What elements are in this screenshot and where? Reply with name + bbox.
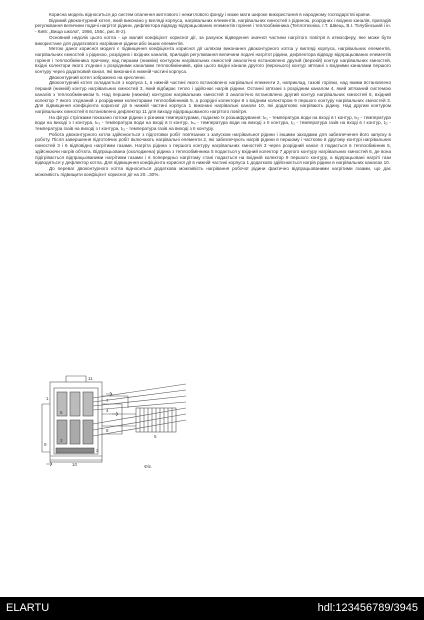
body-text xyxy=(35,12,391,177)
boiler-drawing xyxy=(36,374,312,474)
figure-label: 8 xyxy=(106,428,109,433)
paragraph: Двоконтурний котел зображено на кресленні. xyxy=(49,74,146,80)
paragraph: Основний недолік цього котла - це малий коефіцієнт корисної дії, за рахунок відведення значної частини нагрітого повітря в атмосферу, яке може бути використане для додаткового нагрівання рідини або інших елементів. xyxy=(35,34,391,46)
figure-label: 7 xyxy=(106,398,109,403)
paragraph: Двоконтурний котел складається з корпуса 1, в нижній частині якого встановлено нагрівальні елементи 2, наприклад, газові горілки, над якими встановлено перший (нижній) контур нагрівальних ємностей 3, який відбирає тепло і здійснює нагрів рідини. Останні зв'язані з розрідним каналом 4, який зв'язаний системою каналів з теплообмінником 5. Над першим (нижнім) контуром нагрівальних ємностей 3 аналогічно встановлено другий контур нагрівальних ємностей 6, вхідний колектор 7 якого з'єднаний з розрідними колекторами теплообмінників 5, а розрідні колектори 8 з вхідним колектором 9 першого контуру нагрівальних ємностей 3. Для підвищення коефіцієнта корисної дії в нижній частині корпуса 1 виконані нагрівальні канали 10, які додатково нагрівають рідину. Над другим контуром нагрівальних ємностей 6 встановлено дефлектор 11 для виходу відпрацьованого нагрітого повітря. xyxy=(35,80,391,114)
flow-arrow xyxy=(112,412,118,416)
figure-label: 4 xyxy=(106,408,109,413)
handle-id: hdl:123456789/3945 xyxy=(317,602,418,614)
figure-label: 6 xyxy=(60,410,63,415)
paragraph: До переваг двоконтурного котла відноситься додаткова можливість нагрівання робочої рідини фактично відпрацьованими нагрітими газами, що дає можливість підвищити коефіцієнт корисної дії на 20...30%. xyxy=(35,165,391,177)
upper-tank xyxy=(83,392,93,416)
flow-arrow xyxy=(46,462,52,466)
figure-label: 11 xyxy=(88,376,93,381)
deflector xyxy=(66,376,86,382)
footer-bar xyxy=(0,597,424,620)
paragraph: Робота двоконтурного котла здійснюється з підготовки робіт пов'язаних з запуском нагрівальної рідини і іншими заходами для забезпечення його запуску в роботу. Після завершення підготовчих робіт включають нагрівальні елементи 2, які забезпечують нагрів рідини в першому і частково в другому контурі нагрівальних ємностей 3 і 6 відповідно нагрітими газами. Нагріта рідина з першого контуру нагрівальних ємностей 3 через розрідний канал 4 подається в теплообмінник 5, здійснюючи нагрів об'єкта. Відпрацьована (охолоджена) рідина з теплообмінника 5 подається у вхідний колектор 7 другого контуру нагрівальних ємностей 6, де вона підігрівається відпрацьованими нагрітими газами і в попередньо нагрітому стані подається на вхідний колектор 9 першого контуру, а відпрацьовані нагріті гази відводяться у дефлектор котла. Для підвищення коефіцієнта корисної дії в нижній частині корпуса 1 додатково здійснюється нагрів рідини в нагрівальних каналах 10. xyxy=(35,131,391,166)
figure-caption: Фіг. xyxy=(144,464,153,469)
lower-tank xyxy=(83,420,93,444)
paragraph: Метою даної корисної моделі є підвищення коефіцієнта корисної дії шляхом виконання двоконтурного котла у вигляді корпуса, нагрівальних елементів, нагрівальних ємностей з рідиною, розрідних і вхідних каналів, приладів регулювання величини подачі нагрітої рідини, дефлектора відводу відпрацьованих елементів горіння і теплообмінника причому, над першим (нижнім) контуром нагрівальних ємностей аналогічно встановлено другий (верхній) контур нагрівальних ємностей, вхідні колектори якого з'єднані з розрідними каналами теплообмінників, крім цього вхідні канали другого (верхнього) контур зв'язані з вхідними каналами першого контуру через додатковий канал, які виконані в нижній частині корпуса. xyxy=(35,46,391,75)
upper-tank xyxy=(70,392,80,416)
figure-label: 9 xyxy=(44,442,47,447)
figure-label: 5 xyxy=(154,434,157,439)
paragraph: Корисна модель відноситься до систем опалення житлового і нежитлового фонду і може мати широке використання в народному господарстві країни. xyxy=(49,12,371,17)
heat-exchanger-fins xyxy=(140,408,172,432)
repository-name: ELARTU xyxy=(6,602,50,614)
burner xyxy=(56,448,94,453)
heating-channel xyxy=(50,456,102,460)
paragraph: На фігурі стрілками показано потоки рідини з різними температурами, подаємо їх розшифрування: tₕ₁ - температура води на вході в І контур, tₕ₂ - температура води на виході з І контура, tₕ₃ - температура води на вході в ІІ контур, tₕ₄ - температура води на виході з ІІ контура, tᵣ₁ - температура газів на вході в І контур, tᵣ₂ - температура газів на виході з І контура, tᵣ₃ - температура газів на виході з ІІ контуру. xyxy=(35,114,391,132)
figure-label: 10 xyxy=(72,462,78,467)
figure-label: 1 xyxy=(46,396,49,401)
figure-label: 2 xyxy=(96,448,99,453)
lower-tank xyxy=(70,420,80,444)
figure-label: 3 xyxy=(60,438,63,443)
paragraph: Відомий двоконтурний котел, який виконано у вигляді корпуса, нагрівальних елементів, нагрівальних ємностей з рідиною, розрідних і вхідних каналів, приладів регулювання величини подачі нагрітої рідини, дефлектора відводу відпрацьованих елементів горіння і теплообмінника (Теплотехніка. І.Т. Швець, В.І. Толубінський і ін. - Київ: „Вища школа", 1956, 156с, рис.III-2). xyxy=(35,17,391,35)
